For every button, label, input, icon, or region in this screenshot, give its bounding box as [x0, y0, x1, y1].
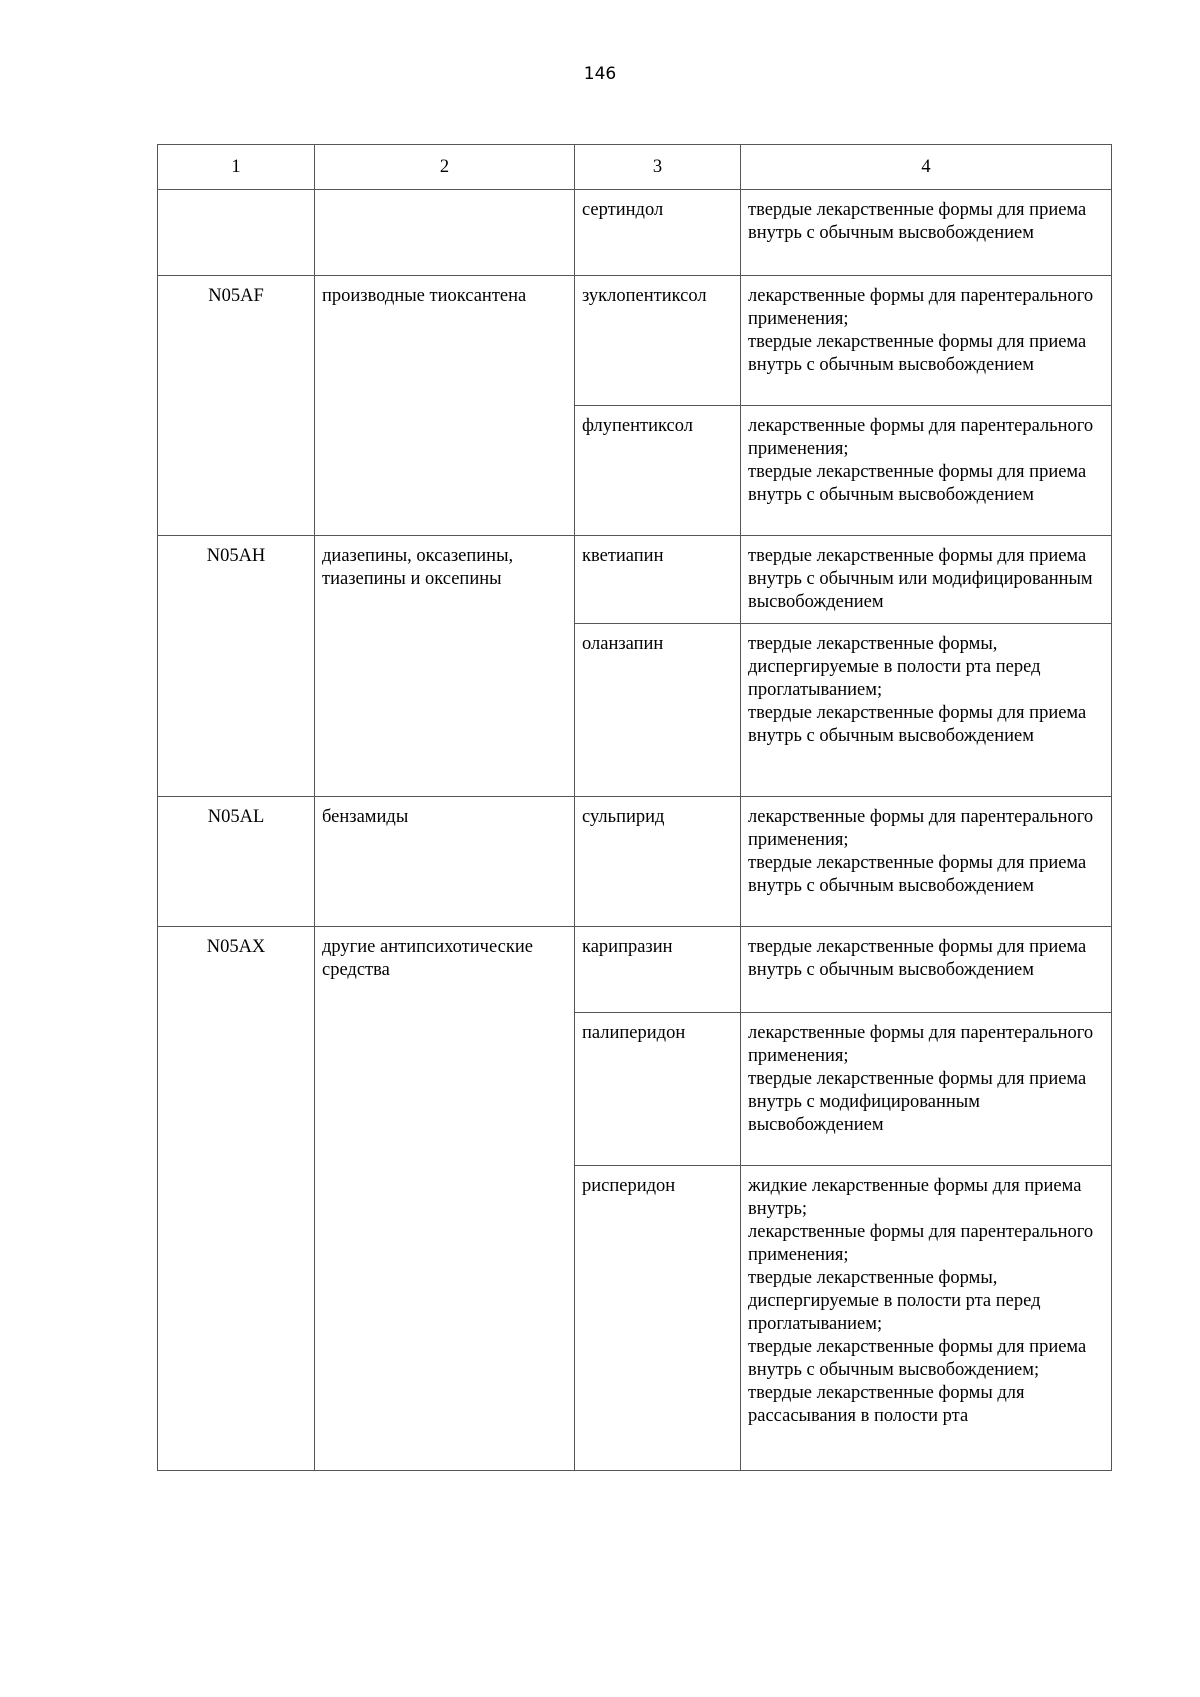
column-header-1: 1 — [158, 145, 315, 190]
group-name-cell: производные тиоксантена — [315, 276, 575, 536]
drug-name-cell: рисперидон — [575, 1166, 741, 1471]
atc-code-cell: N05AF — [158, 276, 315, 536]
drug-name-cell: зуклопентиксол — [575, 276, 741, 406]
column-header-3: 3 — [575, 145, 741, 190]
header-row — [158, 145, 1112, 190]
table-row — [158, 190, 1112, 276]
group-name-cell: другие антипсихотические средства — [315, 927, 575, 1471]
page-number: 146 — [583, 64, 617, 84]
atc-code-cell: N05AL — [158, 797, 315, 927]
atc-code-cell — [158, 190, 315, 276]
atc-code-cell: N05AH — [158, 536, 315, 797]
dosage-forms-cell: твердые лекарственные формы для приема внутрь с обычным или модифицированным высвобождением — [741, 536, 1112, 624]
dosage-forms-cell: твердые лекарственные формы для приема внутрь с обычным высвобождением — [741, 927, 1112, 1013]
table-row — [158, 536, 1112, 624]
table-header — [158, 145, 1112, 190]
drug-name-cell: оланзапин — [575, 624, 741, 797]
drug-table — [157, 144, 1112, 1471]
group-name-cell: бензамиды — [315, 797, 575, 927]
dosage-forms-cell: лекарственные формы для парентерального применения; твердые лекарственные формы для приема внутрь с обычным высвобождением — [741, 406, 1112, 536]
drug-name-cell: сертиндол — [575, 190, 741, 276]
dosage-forms-cell: лекарственные формы для парентерального применения; твердые лекарственные формы для приема внутрь с обычным высвобождением — [741, 276, 1112, 406]
dosage-forms-cell: жидкие лекарственные формы для приема внутрь; лекарственные формы для парентерального применения; твердые лекарственные формы, диспергируемые в полости рта перед проглатыванием; твердые лекарственные формы для приема внутрь с обычным высвобождением; твердые лекарственные формы для рассасывания в полости рта — [741, 1166, 1112, 1471]
table-row — [158, 276, 1112, 406]
drug-name-cell: флупентиксол — [575, 406, 741, 536]
group-name-cell: диазепины, оксазепины, тиазепины и оксепины — [315, 536, 575, 797]
table-row — [158, 797, 1112, 927]
dosage-forms-cell: твердые лекарственные формы для приема внутрь с обычным высвобождением — [741, 190, 1112, 276]
column-header-4: 4 — [741, 145, 1112, 190]
drug-name-cell: палиперидон — [575, 1013, 741, 1166]
dosage-forms-cell: твердые лекарственные формы, диспергируемые в полости рта перед проглатыванием; твердые лекарственные формы для приема внутрь с обычным высвобождением — [741, 624, 1112, 797]
drug-name-cell: кветиапин — [575, 536, 741, 624]
column-header-2: 2 — [315, 145, 575, 190]
dosage-forms-cell: лекарственные формы для парентерального применения; твердые лекарственные формы для приема внутрь с обычным высвобождением — [741, 797, 1112, 927]
table-row — [158, 927, 1112, 1013]
atc-code-cell: N05AX — [158, 927, 315, 1471]
dosage-forms-cell: лекарственные формы для парентерального применения; твердые лекарственные формы для приема внутрь с модифицированным высвобождением — [741, 1013, 1112, 1166]
group-name-cell — [315, 190, 575, 276]
table-body — [158, 190, 1112, 1471]
drug-name-cell: сульпирид — [575, 797, 741, 927]
drug-name-cell: карипразин — [575, 927, 741, 1013]
